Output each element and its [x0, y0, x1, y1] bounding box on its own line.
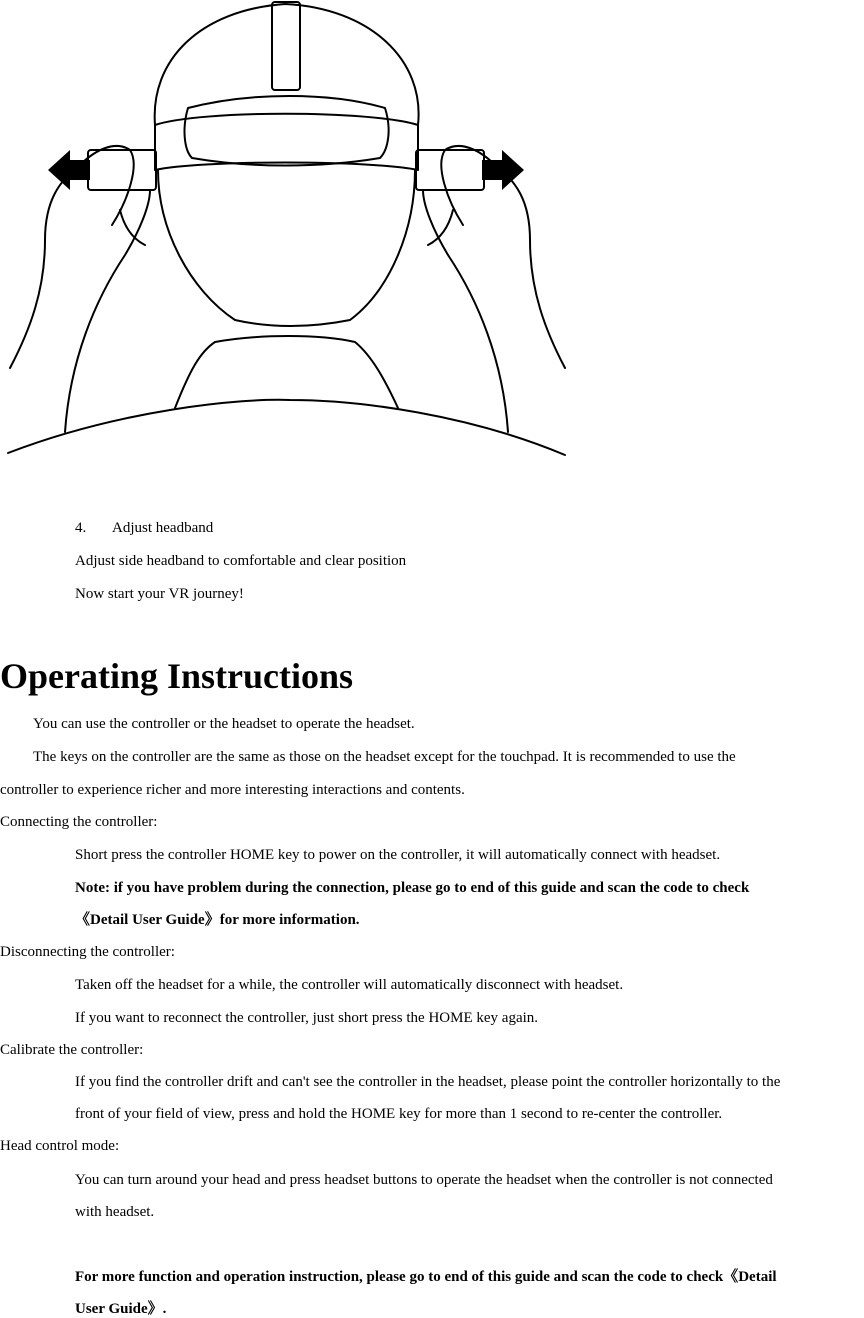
head-control-heading: Head control mode:	[0, 1138, 120, 1154]
connecting-note: 《Detail User Guide》for more information.	[75, 912, 360, 928]
footer-note: User Guide》.	[75, 1301, 167, 1317]
connecting-heading: Connecting the controller:	[0, 814, 158, 830]
step-line: Now start your VR journey!	[75, 586, 244, 602]
arrow-left-icon	[48, 150, 90, 190]
section-title: Operating Instructions	[0, 656, 354, 696]
disconnecting-heading: Disconnecting the controller:	[0, 944, 175, 960]
intro-paragraph: controller to experience richer and more interesting interactions and contents.	[0, 782, 465, 798]
calibrate-heading: Calibrate the controller:	[0, 1042, 144, 1058]
headband-adjust-illustration	[0, 0, 570, 462]
disconnecting-text: If you want to reconnect the controller, just short press the HOME key again.	[75, 1010, 539, 1026]
step-number: 4.	[75, 520, 87, 536]
connecting-note: Note: if you have problem during the connection, please go to end of this guide and scan the code to check	[75, 880, 750, 896]
intro-paragraph: You can use the controller or the headset to operate the headset.	[33, 716, 415, 732]
calibrate-text: front of your field of view, press and hold the HOME key for more than 1 second to re-center the controller.	[75, 1106, 723, 1122]
footer-note: For more function and operation instruction, please go to end of this guide and scan the code to check《Detail	[75, 1269, 777, 1285]
arrow-right-icon	[482, 150, 524, 190]
intro-paragraph: The keys on the controller are the same as those on the headset except for the touchpad. It is recommended to use the	[33, 749, 736, 765]
disconnecting-text: Taken off the headset for a while, the controller will automatically disconnect with headset.	[75, 977, 624, 993]
step-title: Adjust headband	[112, 520, 214, 536]
calibrate-text: If you find the controller drift and can't see the controller in the headset, please point the controller horizontally to the	[75, 1074, 781, 1090]
head-control-text: with headset.	[75, 1204, 155, 1220]
connecting-text: Short press the controller HOME key to power on the controller, it will automatically connect with headset.	[75, 847, 721, 863]
step-line: Adjust side headband to comfortable and clear position	[75, 553, 407, 569]
head-control-text: You can turn around your head and press headset buttons to operate the headset when the controller is not connected	[75, 1172, 773, 1188]
